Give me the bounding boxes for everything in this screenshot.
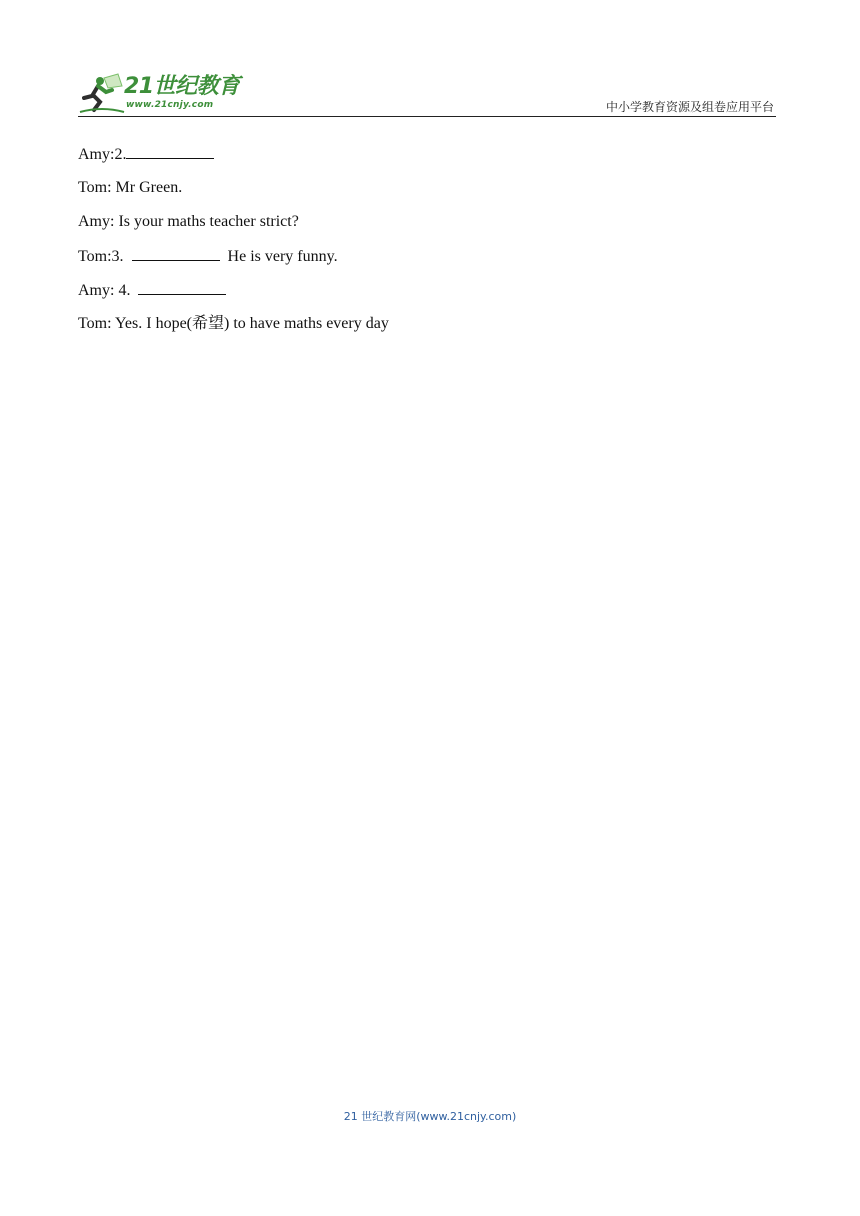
header-divider [78,116,776,117]
speaker-label: Tom: [78,248,112,265]
dialogue-line-2 [78,177,776,199]
dialogue-line-4 [78,245,776,267]
speaker-label: Tom: [78,315,112,332]
speaker-label: Amy: [78,146,115,163]
dialogue-text: Mr Green. [111,179,183,196]
dialogue-line-5 [78,279,776,301]
platform-name: 中小学教育资源及组卷应用平台 [605,100,774,114]
speaker-label: Amy: [78,213,115,230]
answer-blank-2[interactable] [126,143,214,159]
dialogue-line-6 [78,313,776,335]
page-header [0,0,860,120]
answer-blank-3[interactable] [132,245,220,261]
dialogue-line-1 [78,143,776,165]
dialogue-line-3 [78,211,776,233]
logo-title: 21世纪教育 [124,74,240,99]
page-footer: 21 世纪教育网(www.21cnjy.com) [343,1110,517,1123]
question-number: 2. [114,146,127,163]
question-number: 3. [111,248,124,265]
dialogue-text: Is your maths teacher strict? [114,213,299,230]
answer-blank-4[interactable] [138,279,226,295]
logo-url: www.21cnjy.com [126,100,214,110]
site-logo [78,72,248,116]
question-number: 4. [114,282,131,299]
dialogue-text: Yes. I hope(希望) to have maths every day [111,315,389,332]
speaker-label: Tom: [78,179,112,196]
dialogue-exercise [78,143,776,347]
speaker-label: Amy: [78,282,115,299]
dialogue-text: He is very funny. [227,248,338,265]
running-figure-icon [78,72,126,114]
